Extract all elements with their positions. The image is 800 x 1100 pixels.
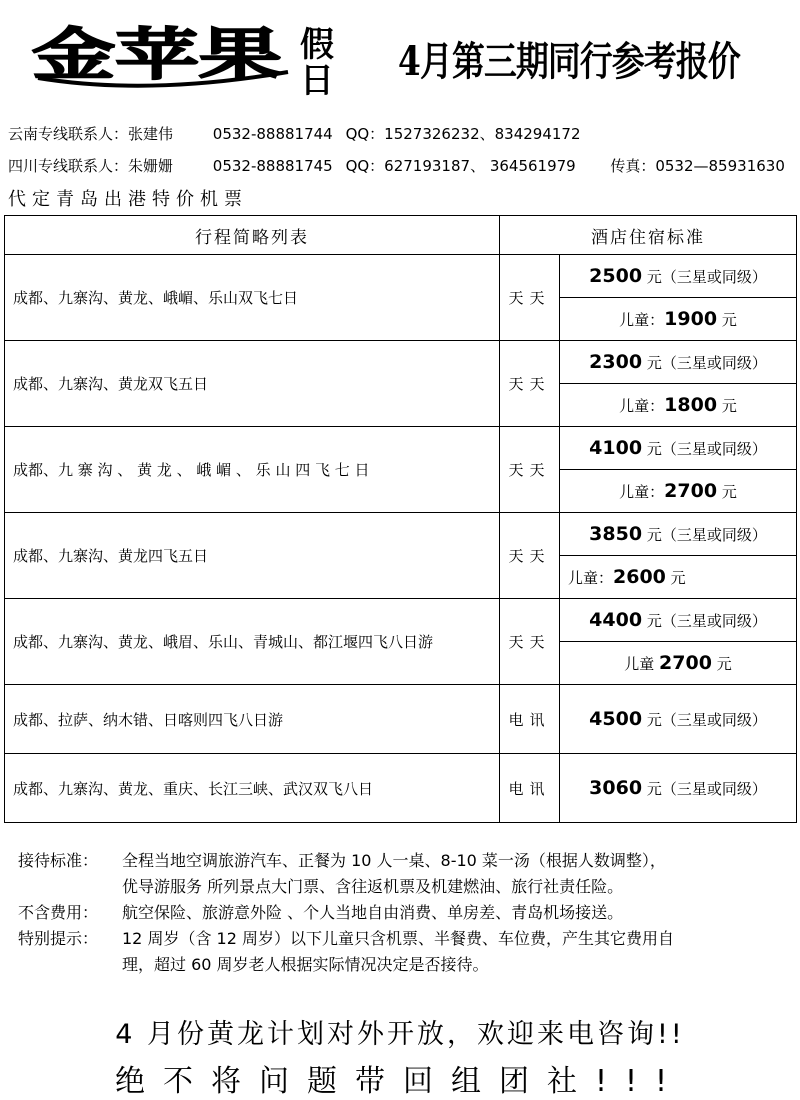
adult-price-suffix: 元（三星或同级） — [642, 526, 767, 544]
adult-price-cell — [560, 341, 797, 384]
contact-qq: QQ：627193187、 364561979 — [345, 157, 576, 175]
child-price-suffix: 元 — [711, 655, 732, 673]
note-line: 全程当地空调旅游汽车、正餐为 10 人一桌、8-10 菜一汤（根据人数调整）， — [122, 851, 666, 870]
route-cell: 成都、九 寨 沟 、 黄 龙 、 峨 嵋 、 乐 山 四 飞 七 日 — [5, 427, 500, 513]
note-body — [122, 900, 788, 926]
child-price-prefix: 儿童： — [619, 483, 665, 501]
adult-price: 4400 — [589, 609, 643, 631]
adult-price: 4500 — [589, 708, 643, 730]
child-price-prefix: 儿童 — [624, 655, 660, 673]
note-special-reminder — [18, 926, 788, 978]
note-line: 理，超过 60 周岁老人根据实际情况决定是否接待。 — [122, 955, 489, 974]
note-label: 特别提示： — [18, 929, 99, 948]
route-cell: 成都、九寨沟、黄龙、重庆、长江三峡、武汉双飞八日 — [5, 754, 500, 823]
child-price-prefix: 儿童： — [619, 397, 665, 415]
child-price: 1900 — [664, 308, 718, 330]
adult-price-suffix: 元（三星或同级） — [642, 440, 767, 458]
contact-name: 四川专线联系人：朱姗姗 — [8, 157, 174, 175]
note-service-standard — [18, 848, 788, 900]
adult-price: 3060 — [589, 777, 643, 799]
contact-name: 云南专线联系人：张建伟 — [8, 125, 174, 143]
note-body — [122, 848, 788, 900]
note-label: 接待标准： — [18, 851, 99, 870]
note-line: 航空保险、旅游意外险 、个人当地自由消费、单房差、青岛机场接送。 — [122, 903, 624, 922]
table-row — [5, 513, 797, 556]
table-row — [5, 754, 797, 823]
adult-price-suffix: 元（三星或同级） — [642, 612, 767, 630]
brand-logo — [28, 16, 368, 98]
notes-section — [18, 848, 788, 978]
adult-price-cell — [560, 685, 797, 754]
child-price-suffix: 元 — [717, 397, 737, 415]
note-exclusions — [18, 900, 788, 926]
closing-slogan: 绝不将问题带回组团社!!! — [114, 1064, 686, 1099]
svg-text:日: 日 — [300, 61, 334, 98]
adult-price: 2300 — [589, 351, 643, 373]
child-price-cell — [560, 298, 797, 341]
frequency-cell: 天天 — [500, 255, 560, 341]
table-row — [5, 255, 797, 298]
adult-price-cell — [560, 255, 797, 298]
note-line: 12 周岁（含 12 周岁）以下儿童只含机票、半餐费、车位费，产生其它费用自 — [122, 929, 674, 948]
child-price-prefix: 儿童： — [568, 569, 614, 587]
contact-yunnan — [8, 123, 606, 144]
table-row — [5, 599, 797, 642]
child-price-prefix: 儿童： — [619, 311, 665, 329]
table-row — [5, 685, 797, 754]
adult-price: 2500 — [589, 265, 643, 287]
route-cell: 成都、九寨沟、黄龙、峨眉、乐山、青城山、都江堰四飞八日游 — [5, 599, 500, 685]
table-row — [5, 341, 797, 384]
frequency-cell: 天天 — [500, 427, 560, 513]
contact-phone: 0532-88881745 — [212, 157, 333, 175]
table-header-row — [5, 216, 797, 255]
adult-price-cell — [560, 599, 797, 642]
adult-price: 3850 — [589, 523, 643, 545]
child-price: 2600 — [613, 566, 666, 588]
adult-price-cell — [560, 427, 797, 470]
header-hotel: 酒店住宿标准 — [500, 216, 797, 255]
closing-announcement: 4 月份黄龙计划对外开放，欢迎来电咨询!! — [115, 1019, 685, 1050]
table-row — [5, 427, 797, 470]
note-line: 优导游服务 所列景点大门票、含往返机票及机建燃油、旅行社责任险。 — [122, 877, 624, 896]
child-price-cell — [560, 642, 797, 685]
frequency-cell: 天天 — [500, 341, 560, 427]
child-price-suffix: 元 — [717, 483, 737, 501]
adult-price-suffix: 元（三星或同级） — [642, 780, 767, 798]
child-price-suffix: 元 — [717, 311, 737, 329]
note-body — [122, 926, 788, 978]
adult-price-suffix: 元（三星或同级） — [642, 268, 767, 286]
page-title: 4月第三期同行参考报价 — [398, 38, 740, 85]
child-price-cell — [560, 384, 797, 427]
child-price: 1800 — [664, 394, 718, 416]
frequency-cell: 电讯 — [500, 754, 560, 823]
note-label: 不含费用： — [18, 903, 99, 922]
contact-phone: 0532-88881744 — [212, 125, 333, 143]
contact-qq: QQ：1527326232、834294172 — [345, 125, 581, 143]
itinerary-table — [4, 215, 797, 823]
frequency-cell: 天天 — [500, 513, 560, 599]
child-price-suffix: 元 — [665, 569, 686, 587]
route-cell: 成都、拉萨、纳木错、日喀则四飞八日游 — [5, 685, 500, 754]
adult-price-cell — [560, 513, 797, 556]
route-cell: 成都、九寨沟、黄龙双飞五日 — [5, 341, 500, 427]
child-price: 2700 — [664, 480, 718, 502]
adult-price-cell — [560, 754, 797, 823]
header-route: 行程简略列表 — [5, 216, 500, 255]
adult-price-suffix: 元（三星或同级） — [642, 354, 767, 372]
svg-text:金苹果: 金苹果 — [32, 22, 282, 88]
route-cell: 成都、九寨沟、黄龙四飞五日 — [5, 513, 500, 599]
child-price-cell — [560, 556, 797, 599]
child-price-cell — [560, 470, 797, 513]
svg-text:假: 假 — [300, 25, 334, 65]
contact-sichuan — [8, 155, 785, 176]
route-cell: 成都、九寨沟、黄龙、峨嵋、乐山双飞七日 — [5, 255, 500, 341]
adult-price: 4100 — [589, 437, 643, 459]
frequency-cell: 天天 — [500, 599, 560, 685]
adult-price-suffix: 元（三星或同级） — [642, 711, 767, 729]
ticket-notice: 代定青岛出港特价机票 — [8, 189, 248, 210]
contact-fax: 传真：0532—85931630 — [610, 157, 785, 175]
child-price: 2700 — [659, 652, 712, 674]
frequency-cell: 电讯 — [500, 685, 560, 754]
